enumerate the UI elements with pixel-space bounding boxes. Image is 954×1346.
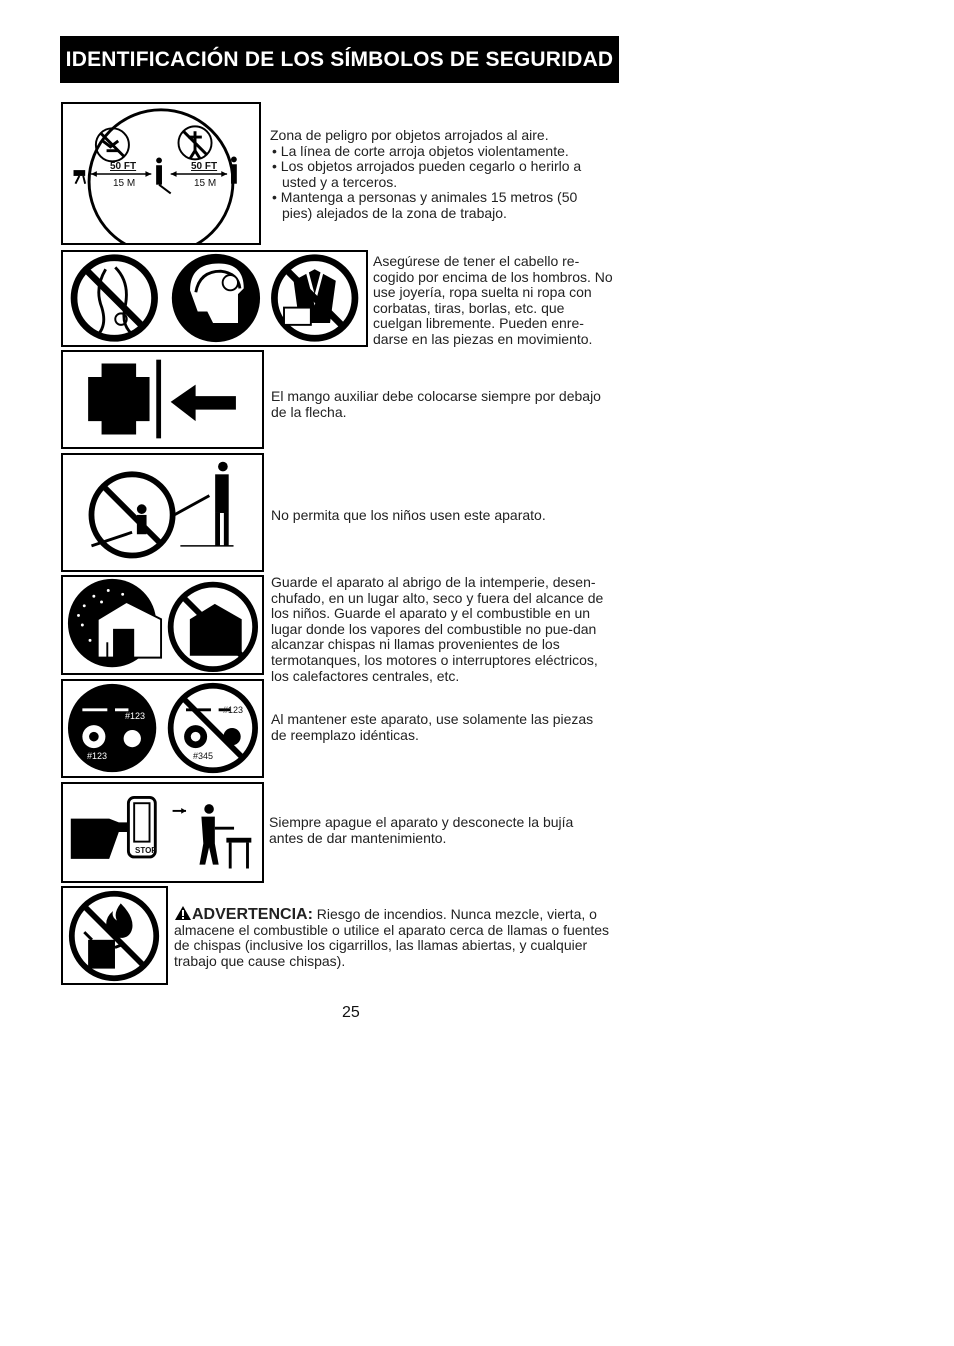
thrown-objects-text	[270, 128, 610, 222]
no-fire-fuel-icon	[61, 886, 168, 985]
hair-clothing-text: Asegúrese de tener el cabello re-cogido por encima de los hombros. No use joyería, ropa suelta ni ropa con corbatas, tiras, borlas, etc. que cuelgan libremente. Pueden enre-darse en las piezas en movimiento.	[373, 253, 613, 347]
auxiliary-handle-arrow-icon	[61, 350, 264, 449]
stop-switch-spark-plug-icon	[61, 782, 264, 883]
part-number-label: #345	[193, 751, 214, 761]
page-number: 25	[342, 1004, 360, 1021]
bullet-item: • La línea de corte arroja objetos violentamente.	[270, 144, 610, 160]
warning-label: ADVERTENCIA:	[192, 906, 313, 923]
identical-parts-text: Al mantener este aparato, use solamente las piezas de reemplazo idénticas.	[271, 711, 594, 743]
stop-label: STOP	[135, 846, 157, 855]
distance-label: 15 M	[113, 178, 136, 189]
stop-switch-text: Siempre apague el aparato y desconecte la bujía antes de dar mantenimiento.	[269, 814, 574, 846]
no-children-icon	[61, 453, 264, 572]
auxiliary-handle-text: El mango auxiliar debe colocarse siempre por debajo de la flecha.	[271, 388, 601, 420]
warning-triangle-icon	[174, 905, 192, 921]
thrown-objects-zone-icon	[61, 102, 261, 245]
fire-warning-text	[174, 905, 614, 969]
bullet-item: • Los objetos arrojados pueden cegarlo o herirlo a usted y a terceros.	[270, 159, 610, 190]
bullet-item: • Mantenga a personas y animales 15 metros (50 pies) alejados de la zona de trabajo.	[270, 190, 610, 221]
part-number-label: #123	[125, 711, 146, 721]
part-number-label: #123	[87, 751, 108, 761]
storage-text: Guarde el aparato al abrigo de la intemperie, desen-chufado, en un lugar alto, seco y fuera del alcance de los niños. Guarde el aparato y el combustible en un lugar donde los vapores del combustible no pue-dan alcanzar chispas ni llamas provenientes de los termotanques, los motores o interruptores eléctricos, los calefactores centrales, etc.	[271, 574, 604, 684]
distance-label: 15 M	[194, 178, 217, 189]
no-children-text: No permita que los niños usen este aparato.	[271, 507, 546, 523]
page-title: IDENTIFICACIÓN DE LOS SÍMBOLOS DE SEGURIDAD	[60, 36, 619, 83]
storage-shelter-icon	[61, 575, 264, 675]
identical-parts-icon	[61, 679, 264, 778]
warning-body: Riesgo de incendios. Nunca mezcle, vierta, o almacene el combustible o utilice el aparato cerca de llamas o fuentes de chispas (inclusive los cigarrillos, las llamas abiertas, y cualquier trabajo que cause chispas).	[174, 906, 610, 969]
distance-label: 50 FT	[191, 161, 218, 172]
part-number-label: #123	[223, 705, 244, 715]
hair-jewelry-loose-clothing-icon	[61, 250, 368, 347]
distance-label: 50 FT	[110, 161, 137, 172]
thrown-objects-intro: Zona de peligro por objetos arrojados al aire.	[270, 127, 549, 143]
